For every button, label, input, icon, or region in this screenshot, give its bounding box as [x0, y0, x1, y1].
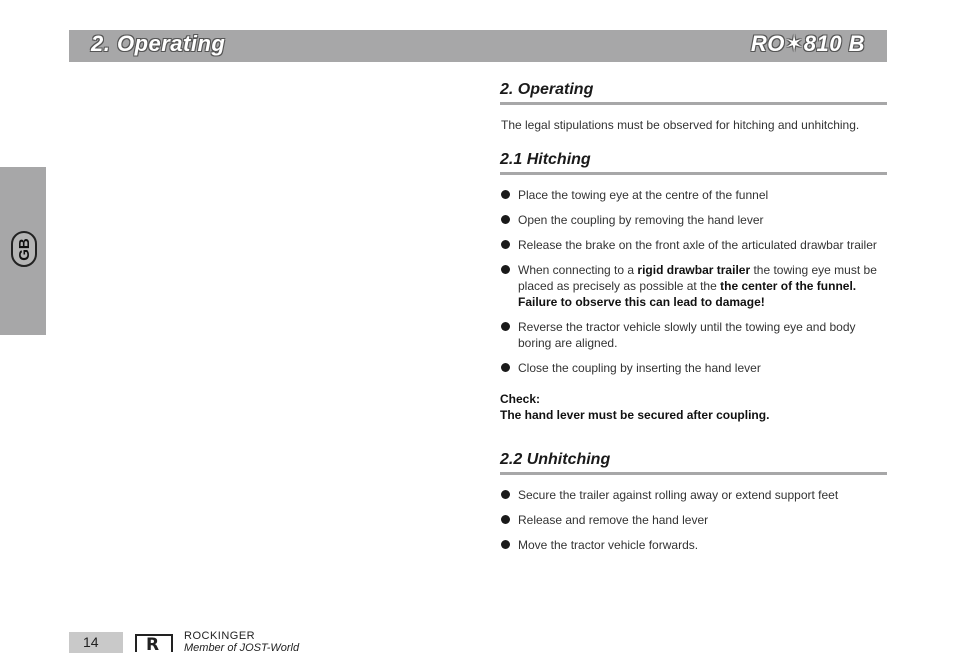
bullet-icon: [501, 265, 510, 274]
language-code: GB: [15, 237, 33, 261]
hitching-warning-text: When connecting to a rigid drawbar trailer the towing eye must be placed as precisely as possible at the the center of the funnel. Failure to observe this can lead to damage!: [518, 263, 877, 309]
hitching-list-item: Reverse the tractor vehicle slowly until the towing eye and body boring are aligned.: [500, 319, 887, 351]
operating-intro: The legal stipulations must be observed for hitching and unhitching.: [501, 118, 860, 132]
company-tagline: Member of JOST-World: [184, 642, 300, 654]
bullet-icon: [501, 190, 510, 199]
unhitching-list-item: Move the tractor vehicle forwards.: [500, 537, 887, 553]
unhitching-list-item: Secure the trailer against rolling away or extend support feet: [500, 487, 887, 503]
language-badge: [11, 231, 37, 267]
bullet-icon: [501, 540, 510, 549]
section-heading-operating: 2. Operating: [500, 81, 887, 105]
bullet-icon: [501, 515, 510, 524]
check-text: The hand lever must be secured after coupling.: [500, 408, 770, 422]
rockinger-logo-icon: R: [135, 634, 173, 652]
hitching-list-item: Place the towing eye at the centre of the funnel: [500, 187, 887, 203]
company-name: ROCKINGER: [184, 630, 256, 642]
section-heading-unhitching: 2.2 Unhitching: [500, 451, 887, 475]
bullet-icon: [501, 490, 510, 499]
header-bar: [69, 30, 887, 62]
check-label: Check:: [500, 392, 541, 406]
hitching-list-item: Open the coupling by removing the hand lever: [500, 212, 887, 228]
bullet-icon: [501, 240, 510, 249]
bullet-icon: [501, 215, 510, 224]
bullet-icon: [501, 322, 510, 331]
header-title: 2. Operating: [91, 31, 226, 56]
section-heading-hitching: 2.1 Hitching: [500, 151, 887, 175]
hitching-list-item: Close the coupling by inserting the hand lever: [500, 360, 887, 376]
hitching-list-item: [500, 262, 887, 310]
header-model-name: RO✶810 B: [750, 31, 865, 56]
unhitching-list-item: Release and remove the hand lever: [500, 512, 887, 528]
bullet-icon: [501, 363, 510, 372]
hitching-list-item: Release the brake on the front axle of the articulated drawbar trailer: [500, 237, 887, 253]
page-number: 14: [69, 632, 123, 653]
